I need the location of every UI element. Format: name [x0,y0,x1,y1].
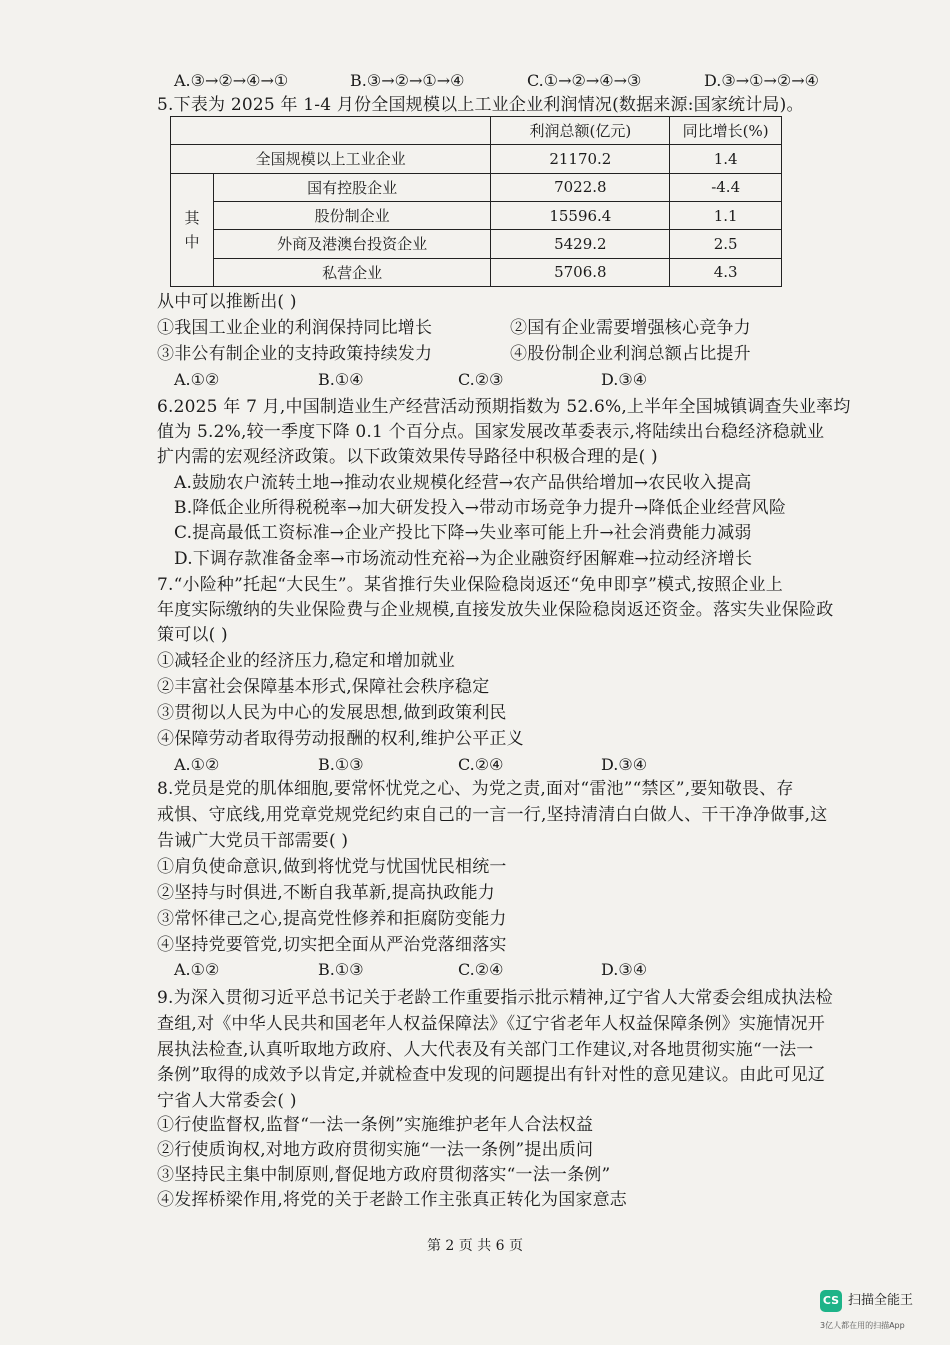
row-label: 国有控股企业 [214,173,491,201]
table-row [171,145,782,173]
q8-option-a: A.①② [174,960,220,979]
q6-option-a: A.鼓励农户流转土地→推动农业规模化经营→农产品供给增加→农民收入提高 [174,473,752,493]
row-growth: 1.1 [670,201,782,229]
watermark-name: 扫描全能王 [848,1293,914,1308]
row-growth: 4.3 [670,258,782,286]
row-growth: -4.4 [670,173,782,201]
q4-option-d: D.③→①→②→④ [704,71,819,90]
q7-stem-line-2: 年度实际缴纳的失业保险费与企业规模,直接发放失业保险稳岗返还资金。落实失业保险政 [157,600,834,620]
q7-option-d: D.③④ [601,755,648,774]
q8-statement-3: ③常怀律己之心,提高党性修养和拒腐防变能力 [157,909,507,929]
q8-stem-line-2: 戒惧、守底线,用党章党规党纪约束自己的一言一行,坚持清清白白做人、干干净净做事,这 [157,805,828,825]
table-row [171,173,782,201]
q7-option-b: B.①③ [318,755,364,774]
header-blank [171,117,491,145]
q4-option-b: B.③→②→①→④ [350,71,465,90]
row-label: 私营企业 [214,258,491,286]
q8-statement-4: ④坚持党要管党,切实把全面从严治党落细落实 [157,935,507,955]
watermark-tagline: 3亿人都在用的扫描App [820,1321,905,1330]
q8-option-c: C.②④ [458,960,504,979]
q8-statement-1: ①肩负使命意识,做到将忧党与忧国忧民相统一 [157,857,507,877]
header-profit: 利润总额(亿元) [491,117,670,145]
page-footer: 第 2 页 共 6 页 [426,1238,524,1254]
row-label: 全国规模以上工业企业 [171,145,491,173]
q4-option-c: C.①→②→④→③ [527,71,642,90]
q5-statement-4: ④股份制企业利润总额占比提升 [510,344,751,364]
q7-statement-2: ②丰富社会保障基本形式,保障社会秩序稳定 [157,677,490,697]
q9-statement-2: ②行使质询权,对地方政府贯彻实施“一法一条例”提出质问 [157,1140,594,1160]
q4-option-a: A.③→②→④→① [174,71,289,90]
row-profit: 21170.2 [491,145,670,173]
q5-option-c: C.②③ [458,370,504,389]
q8-option-b: B.①③ [318,960,364,979]
q9-statement-1: ①行使监督权,监督“一法一条例”实施维护老年人合法权益 [157,1115,594,1135]
q9-stem-line-1: 9.为深入贯彻习近平总书记关于老龄工作重要指示批示精神,辽宁省人大常委会组成执法检 [157,988,833,1008]
q9-statement-3: ③坚持民主集中制原则,督促地方政府贯彻落实“一法一条例” [157,1165,611,1185]
q7-stem-line-1: 7.“小险种”托起“大民生”。某省推行失业保险稳岗返还“免申即享”模式,按照企业上 [157,575,783,595]
row-growth: 1.4 [670,145,782,173]
camscanner-logo-icon: CS [820,1290,842,1312]
q6-stem-line-1: 6.2025 年 7 月,中国制造业生产经营活动预期指数为 52.6%,上半年全国城镇调查失业率均 [157,397,851,417]
q7-statement-3: ③贯彻以人民为中心的发展思想,做到政策利民 [157,703,507,723]
q5-option-b: B.①④ [318,370,364,389]
q6-option-b: B.降低企业所得税税率→加大研发投入→带动市场竞争力提升→降低企业经营风险 [174,498,787,518]
q7-stem-line-3: 策可以( ) [157,625,228,645]
profit-table [170,116,782,287]
q7-statement-1: ①减轻企业的经济压力,稳定和增加就业 [157,651,456,671]
q5-stem: 5.下表为 2025 年 1-4 月份全国规模以上工业企业利润情况(数据来源:国家统计局)。 [157,95,804,115]
q7-option-a: A.①② [174,755,220,774]
q8-statement-2: ②坚持与时俱进,不断自我革新,提高执政能力 [157,883,496,903]
q7-option-c: C.②④ [458,755,504,774]
q5-prompt: 从中可以推断出( ) [157,292,297,312]
q5-option-a: A.①② [174,370,220,389]
table-row [171,258,782,286]
q8-stem-line-1: 8.党员是党的肌体细胞,要常怀忧党之心、为党之责,面对“雷池”“禁区”,要知敬畏、存 [157,779,794,799]
row-profit: 5706.8 [491,258,670,286]
row-growth: 2.5 [670,230,782,258]
q9-stem-line-2: 查组,对《中华人民共和国老年人权益保障法》《辽宁省老年人权益保障条例》实施情况开 [157,1014,825,1034]
q9-statement-4: ④发挥桥梁作用,将党的关于老龄工作主张真正转化为国家意志 [157,1190,628,1210]
q5-statement-3: ③非公有制企业的支持政策持续发力 [157,344,433,364]
q9-stem-line-4: 条例”取得的成效予以肯定,并就检查中发现的问题提出有针对性的意见建议。由此可见辽 [157,1065,826,1085]
q5-statement-2: ②国有企业需要增强核心竞争力 [510,318,751,338]
table-row [171,230,782,258]
row-label: 股份制企业 [214,201,491,229]
row-profit: 5429.2 [491,230,670,258]
table-header-row [171,117,782,145]
q6-option-c: C.提高最低工资标准→企业产投比下降→失业率可能上升→社会消费能力减弱 [174,523,752,543]
row-profit: 7022.8 [491,173,670,201]
table-row [171,201,782,229]
q8-option-d: D.③④ [601,960,648,979]
q5-option-d: D.③④ [601,370,648,389]
q7-statement-4: ④保障劳动者取得劳动报酬的权利,维护公平正义 [157,729,524,749]
row-label: 外商及港澳台投资企业 [214,230,491,258]
q5-statement-1: ①我国工业企业的利润保持同比增长 [157,318,433,338]
header-growth: 同比增长(%) [670,117,782,145]
q8-stem-line-3: 告诫广大党员干部需要( ) [157,831,349,851]
q9-stem-line-3: 展执法检查,认真听取地方政府、人大代表及有关部门工作建议,对各地贯彻实施“一法一 [157,1040,814,1060]
q9-stem-line-5: 宁省人大常委会( ) [157,1091,297,1111]
q6-stem-line-3: 扩内需的宏观经济政策。以下政策效果传导路径中积极合理的是( ) [157,447,658,467]
group-label: 其 中 [171,173,214,286]
q6-stem-line-2: 值为 5.2%,较一季度下降 0.1 个百分点。国家发展改革委表示,将陆续出台稳经济稳就业 [157,422,825,442]
row-profit: 15596.4 [491,201,670,229]
q6-option-d: D.下调存款准备金率→市场流动性充裕→为企业融资纾困解难→拉动经济增长 [174,549,753,569]
